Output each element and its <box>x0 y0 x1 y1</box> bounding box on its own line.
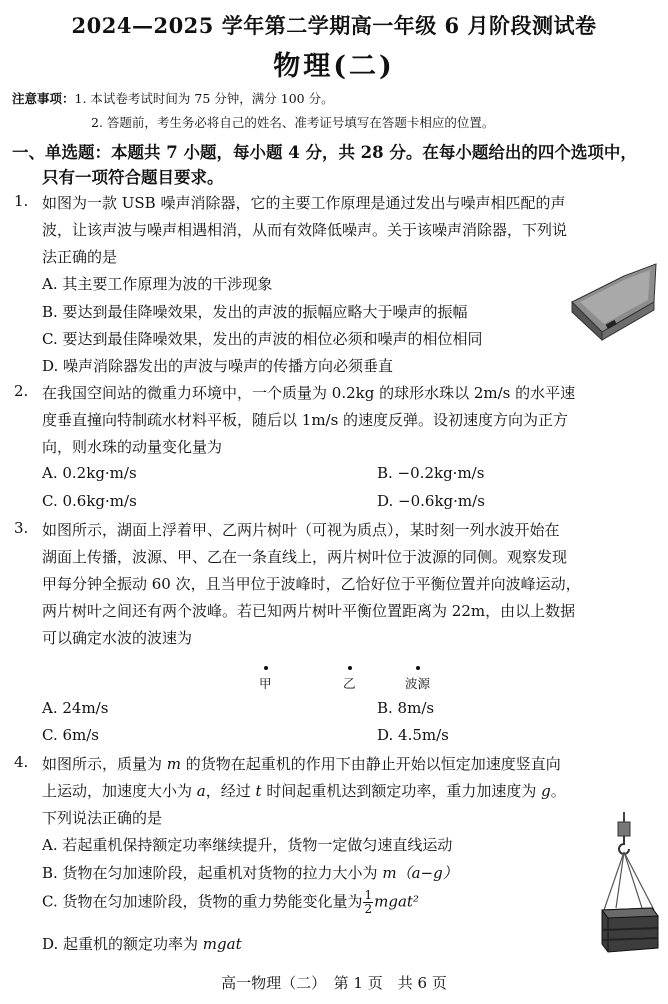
page-footer: 高一物理（二） 第 1 页 共 6 页 <box>221 974 447 992</box>
notes-item-1: 1. 本试卷考试时间为 75 分钟，满分 100 分。 <box>74 91 334 106</box>
q3-option-c: C. 6m/s <box>42 726 99 744</box>
q1-line-3: 法正确的是 <box>42 248 118 266</box>
q4-option-a: A. 若起重机保持额定功率继续提升，货物一定做匀速直线运动 <box>42 836 453 854</box>
q2-option-c: C. 0.6kg·m/s <box>42 492 137 510</box>
q2-line-1: 在我国空间站的微重力环境中，一个质量为 0.2kg 的球形水珠以 2m/s 的水平速 <box>42 384 576 402</box>
crane-cargo-image <box>596 812 662 960</box>
q4-number: 4. <box>14 753 29 771</box>
q1-option-c: C. 要达到最佳降噪效果，发出的声波的相位必须和噪声的相位相同 <box>42 330 483 348</box>
q4-line-3: 下列说法正确的是 <box>42 809 163 827</box>
section-heading-line1: 一、单选题：本题共 7 小题，每小题 4 分，共 28 分。在每小题给出的四个选项中， <box>12 143 637 162</box>
q3-option-b: B. 8m/s <box>377 699 435 717</box>
fraction-one-half: $\frac{1}{2}$ <box>364 888 373 916</box>
q1-option-a: A. 其主要工作原理为波的干涉现象 <box>42 275 273 293</box>
noise-canceller-image <box>566 256 658 344</box>
q4-line-1: 如图所示，质量为 m 的货物在起重机的作用下由静止开始以恒定加速度竖直向 <box>42 755 561 773</box>
q1-line-2: 波，让该声波与噪声相遇相消，从而有效降低噪声。关于该噪声消除器，下列说 <box>42 221 568 239</box>
q4-line-2: 上运动，加速度大小为 a，经过 t 时间起重机达到额定功率，重力加速度为 g。 <box>42 782 566 800</box>
q2-line-2: 度垂直撞向特制疏水材料平板，随后以 1m/s 的速度反弹。设初速度方向为正方 <box>42 411 569 429</box>
q1-number: 1. <box>14 192 29 210</box>
leaf-yi-point <box>348 666 352 670</box>
exam-subtitle: 物理(二) <box>273 51 395 82</box>
wave-source-point <box>416 666 420 670</box>
leaf-jia-point <box>264 666 268 670</box>
notes-label: 注意事项： <box>12 91 75 106</box>
q3-number: 3. <box>14 519 29 537</box>
q4-option-c: C. 货物在匀加速阶段，货物的重力势能变化量为 $\frac{1}{2}$ mgat² <box>42 888 419 916</box>
q2-option-a: A. 0.2kg·m/s <box>42 464 137 482</box>
q1-option-d: D. 噪声消除器发出的声波与噪声的传播方向必须垂直 <box>42 357 394 375</box>
q2-line-3: 向，则水珠的动量变化量为 <box>42 438 223 456</box>
leaf-jia-label: 甲 <box>259 676 272 691</box>
q2-option-b: B. −0.2kg·m/s <box>377 464 485 482</box>
section-heading-line2: 只有一项符合题目要求。 <box>42 168 224 187</box>
q3-line-3: 甲每分钟全振动 60 次，且当甲位于波峰时，乙恰好位于平衡位置并向波峰运动， <box>42 575 581 593</box>
q3-option-d: D. 4.5m/s <box>377 726 449 744</box>
q3-line-5: 可以确定水波的波速为 <box>42 629 193 647</box>
q3-line-4: 两片树叶之间还有两个波峰。若已知两片树叶平衡位置距离为 22m，由以上数据 <box>42 602 576 620</box>
exam-title: 2024—2025 学年第二学期高一年级 6 月阶段测试卷 <box>71 13 597 38</box>
leaf-yi-label: 乙 <box>343 676 356 691</box>
notes-block <box>12 89 334 107</box>
q3-option-a: A. 24m/s <box>42 699 109 717</box>
q2-option-d: D. −0.6kg·m/s <box>377 492 485 510</box>
q1-option-b: B. 要达到最佳降噪效果，发出的声波的振幅应略大于噪声的振幅 <box>42 303 468 321</box>
wave-source-label: 波源 <box>405 676 431 691</box>
notes-item-2: 2. 答题前，考生务必将自己的姓名、准考证号填写在答题卡相应的位置。 <box>91 115 495 130</box>
q2-number: 2. <box>14 382 29 400</box>
q3-line-2: 湖面上传播，波源、甲、乙在一条直线上，两片树叶位于波源的同侧。观察发现 <box>42 548 568 566</box>
q3-line-1: 如图所示，湖面上浮着甲、乙两片树叶（可视为质点），某时刻一列水波开始在 <box>42 521 560 539</box>
q4-option-d: D. 起重机的额定功率为 mgat <box>42 935 242 953</box>
q1-line-1: 如图为一款 USB 噪声消除器，它的主要工作原理是通过发出与噪声相匹配的声 <box>42 194 566 212</box>
q4-option-b: B. 货物在匀加速阶段，起重机对货物的拉力大小为 m（a−g） <box>42 864 458 882</box>
